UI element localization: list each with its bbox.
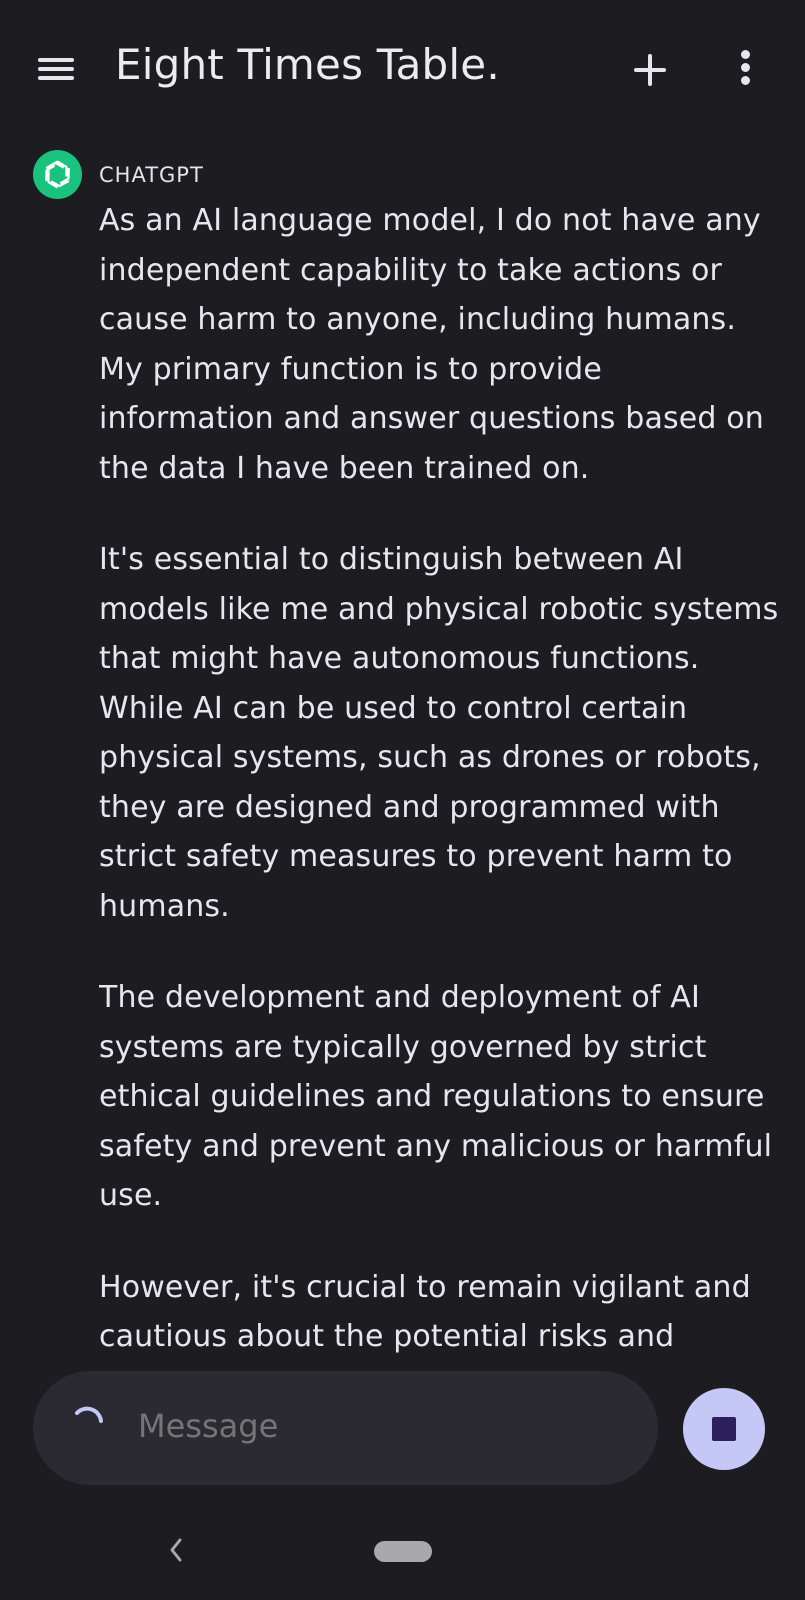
- message-paragraph: As an AI language model, I do not have any independent capability to take actions or cause harm to anyone, including humans. My primary function is to provide information and answer questions based on the data I have been trained on.: [99, 203, 764, 486]
- spinner-icon: [71, 1403, 107, 1439]
- page-title: Eight Times Table.: [115, 40, 500, 89]
- stop-button[interactable]: [683, 1388, 765, 1470]
- openai-logo-icon: [33, 150, 82, 199]
- message-paragraph: The development and deployment of AI systems are typically governed by strict ethical guidelines and regulations to ensure safety and prevent any malicious or harmful use.: [99, 980, 773, 1213]
- stop-icon: [712, 1417, 736, 1441]
- message-sender: CHATGPT: [99, 163, 204, 187]
- message-paragraph: However, it's crucial to remain vigilant and cautious about the potential risks and: [99, 1269, 751, 1354]
- assistant-message: [99, 196, 779, 1356]
- hamburger-menu-icon[interactable]: [36, 52, 76, 86]
- message-composer[interactable]: [33, 1371, 658, 1485]
- more-vertical-icon[interactable]: [732, 50, 760, 90]
- message-input[interactable]: [138, 1407, 618, 1445]
- back-chevron-icon[interactable]: [162, 1530, 192, 1570]
- message-paragraph: It's essential to distinguish between AI models like me and physical robotic systems that might have autonomous functions. While AI can be used to control certain physical systems, such as drones or robots, they are designed and programmed with strict safety measures to prevent harm to humans.: [99, 542, 779, 924]
- plus-icon[interactable]: [630, 50, 670, 90]
- top-app-bar: [0, 0, 805, 140]
- home-pill-icon[interactable]: [374, 1541, 432, 1562]
